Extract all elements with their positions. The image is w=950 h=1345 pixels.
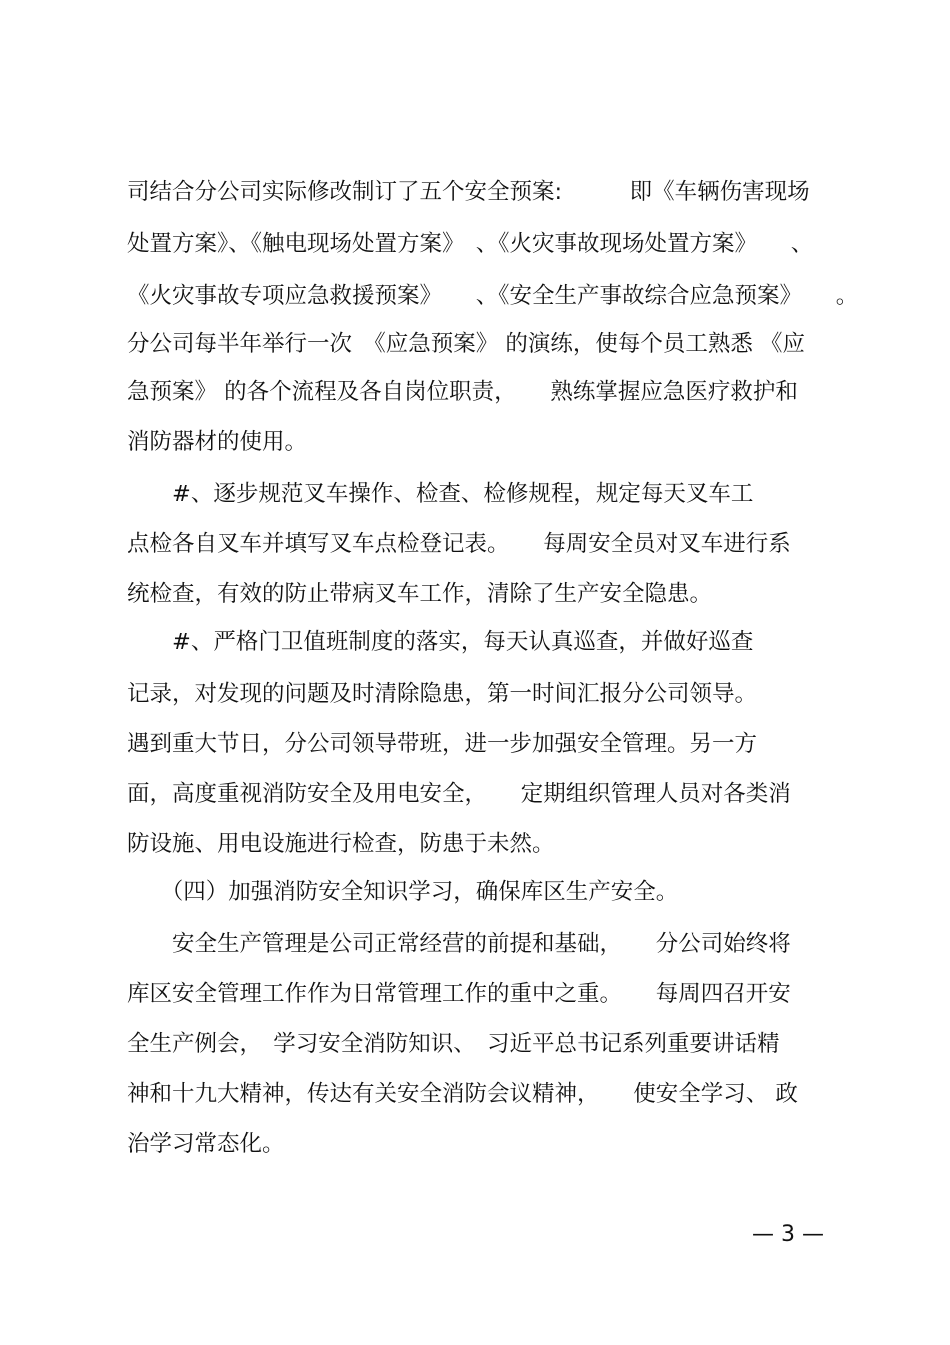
body-line: 急预案》 的各个流程及各自岗位职责， 熟练掌握应急医疗救护和	[127, 379, 798, 405]
list-item: #、严格门卫值班制度的落实，每天认真巡查，并做好巡查	[127, 629, 754, 655]
list-item: #、逐步规范叉车操作、检查、检修规程，规定每天叉车工	[127, 481, 754, 507]
body-line: 全生产例会， 学习安全消防知识、 习近平总书记系列重要讲话精	[127, 1031, 780, 1057]
body-line: 防设施、用电设施进行检查，防患于未然。	[127, 831, 555, 857]
body-line: 遇到重大节日，分公司领导带班，进一步加强安全管理。另一方	[127, 731, 758, 757]
page-number: — 3 —	[752, 1222, 824, 1247]
body-line: 面，高度重视消防安全及用电安全， 定期组织管理人员对各类消	[127, 781, 791, 807]
body-line: 治学习常态化。	[127, 1131, 285, 1157]
body-line: 点检各自叉车并填写叉车点检登记表。 每周安全员对叉车进行系	[127, 531, 791, 557]
body-line: 神和十九大精神，传达有关安全消防会议精神， 使安全学习、 政	[127, 1081, 798, 1107]
body-line: 统检查，有效的防止带病叉车工作，清除了生产安全隐患。	[127, 581, 713, 607]
body-line: 处置方案》、《触电现场处置方案》 、《火灾事故现场处置方案》 、	[127, 231, 814, 257]
body-line: 《火灾事故专项应急救援预案》 、《安全生产事故综合应急预案》 。	[127, 283, 859, 309]
body-line: 安全生产管理是公司正常经营的前提和基础， 分公司始终将	[127, 931, 791, 957]
section-heading: （四）加强消防安全知识学习，确保库区生产安全。	[127, 879, 679, 905]
body-line: 司结合分公司实际修改制订了五个安全预案: 即《车辆伤害现场	[127, 179, 810, 205]
body-line: 分公司每半年举行一次 《应急预案》 的演练，使每个员工熟悉 《应	[127, 331, 806, 357]
body-line: 消防器材的使用。	[127, 429, 308, 455]
body-line: 库区安全管理工作作为日常管理工作的重中之重。 每周四召开安	[127, 981, 791, 1007]
body-line: 记录，对发现的问题及时清除隐患，第一时间汇报分公司领导。	[127, 681, 758, 707]
